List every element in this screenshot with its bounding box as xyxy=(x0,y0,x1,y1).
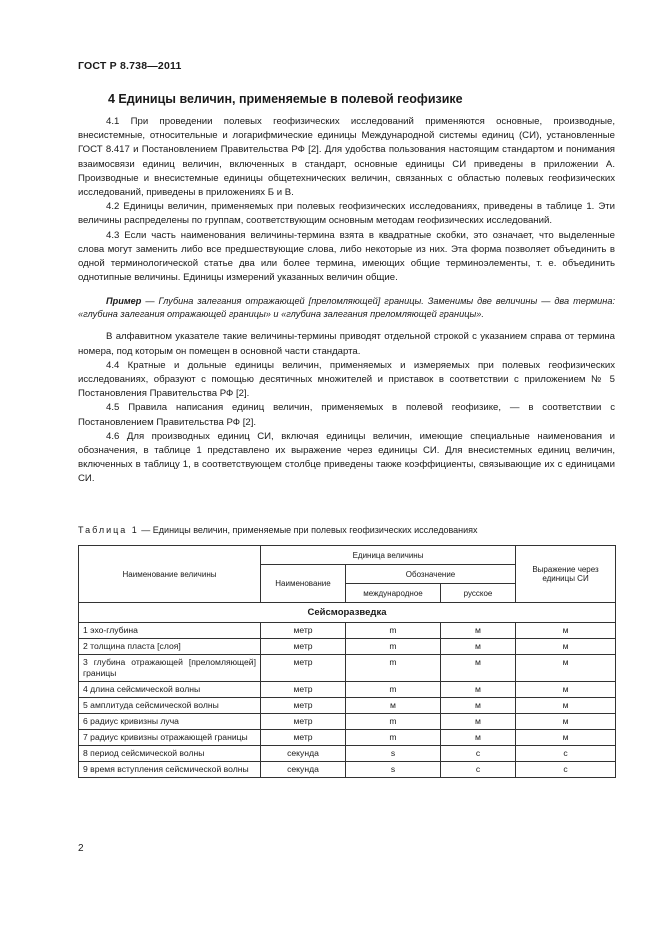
header-quantity: Наименование величины xyxy=(79,546,261,603)
header-si-expression: Выражение через единицы СИ xyxy=(516,546,616,603)
section-title: 4 Единицы величин, применяемые в полевой геофизике xyxy=(108,92,463,106)
header-designation: Обозначение xyxy=(346,565,516,584)
row-rus: м xyxy=(441,682,516,698)
row-unit: метр xyxy=(261,730,346,746)
row-name: 5 амплитуда сейсмической волны xyxy=(79,698,261,714)
units-table xyxy=(78,545,616,778)
row-si: м xyxy=(516,730,616,746)
header-unit: Единица величины xyxy=(261,546,516,565)
example-text: — Глубина залегания отражающей [преломляющей] границы. Заменимы две величины — два термина: «глубина залегания отражающей границы» и «глубина залегания преломляющей границы». xyxy=(78,296,615,319)
row-name: 2 толщина пласта [слоя] xyxy=(79,639,261,655)
row-rus: м xyxy=(441,639,516,655)
row-name: 7 радиус кривизны отражающей границы xyxy=(79,730,261,746)
row-rus: м xyxy=(441,714,516,730)
row-unit: метр xyxy=(261,655,346,682)
row-si: м xyxy=(516,698,616,714)
group-row: Сейсморазведка xyxy=(79,603,616,623)
table-caption-text: — Единицы величин, применяемые при полевых геофизических исследованиях xyxy=(138,525,478,535)
paragraph-4-1: 4.1 При проведении полевых геофизических исследований применяются основные, производные, внесистемные, относительные и логарифмические единицы Международной системы единиц (СИ), установленные ГОСТ 8.417 и Постановлением Правительства РФ [2]. Для удобства пользования настоящим стандартом и понимания взаимосвязи единиц величин, включенных в стандарт, основные единицы СИ приведены в приложении А. Производные и внесистемные единицы общетехнических величин, связанных с областью полевых геофизических исследований, приведены в приложениях Б и В. xyxy=(78,116,615,199)
standard-code: ГОСТ Р 8.738—2011 xyxy=(78,60,182,72)
header-russian: русское xyxy=(441,584,516,603)
table-caption-label: Таблица 1 xyxy=(78,525,139,535)
table-row xyxy=(79,682,616,698)
header-unit-name: Наименование xyxy=(261,565,346,603)
row-name: 6 радиус кривизны луча xyxy=(79,714,261,730)
paragraph-4-4: 4.4 Кратные и дольные единицы величин, применяемых и измеряемых при полевых геофизических исследованиях, образуют с помощью десятичных множителей и приставок в соответствии с приложением № 5 Постановления Правительства РФ [2]. xyxy=(78,359,615,400)
table-row xyxy=(79,746,616,762)
row-intl: m xyxy=(346,682,441,698)
example-note xyxy=(78,295,615,320)
row-si: м xyxy=(516,714,616,730)
table-row xyxy=(79,730,616,746)
row-rus: с xyxy=(441,762,516,778)
row-intl: m xyxy=(346,639,441,655)
table-row xyxy=(79,623,616,639)
row-name: 4 длина сейсмической волны xyxy=(79,682,261,698)
paragraph-4-3: 4.3 Если часть наименования величины-термина взята в квадратные скобки, это означает, что выделенные слова могут заменить либо все предшествующие слова, либо некоторые из них. Эта форма позволяет объединить в одной терминологической статье два или более термина, имеющих общие терминоэлементы, т. е. объединить однотипные величины. Единицы измерений указанных величин общие. xyxy=(78,229,615,284)
body-text xyxy=(78,115,615,487)
table-caption xyxy=(78,525,478,535)
row-si: м xyxy=(516,655,616,682)
paragraph-4-3-cont: В алфавитном указателе такие величины-термины приводят отдельной строкой с указанием справа от термина номера, под которым он помещен в основной части стандарта. xyxy=(78,331,615,357)
row-si: м xyxy=(516,639,616,655)
row-rus: м xyxy=(441,730,516,746)
row-intl: m xyxy=(346,714,441,730)
row-unit: метр xyxy=(261,639,346,655)
row-name: 1 эхо-глубина xyxy=(79,623,261,639)
paragraph-4-2: 4.2 Единицы величин, применяемых при полевых геофизических исследованиях, приведены в таблице 1. Эти величины распределены по группам, соответствующим основным методам геофизических исследований. xyxy=(78,201,615,227)
row-si: с xyxy=(516,762,616,778)
page-number: 2 xyxy=(78,843,84,854)
table-row xyxy=(79,714,616,730)
row-name: 3 глубина отражающей [преломляющей] границы xyxy=(79,655,261,682)
row-unit: метр xyxy=(261,698,346,714)
table-row xyxy=(79,639,616,655)
row-unit: секунда xyxy=(261,746,346,762)
row-intl: m xyxy=(346,655,441,682)
row-intl: m xyxy=(346,730,441,746)
table-row xyxy=(79,655,616,682)
paragraph-4-5: 4.5 Правила написания единиц величин, применяемых в полевой геофизике, — в соответствии с Постановлением Правительства РФ [2]. xyxy=(78,402,615,428)
row-rus: м xyxy=(441,655,516,682)
example-label: Пример xyxy=(106,296,142,307)
row-unit: секунда xyxy=(261,762,346,778)
row-rus: м xyxy=(441,698,516,714)
row-intl: м xyxy=(346,698,441,714)
row-si: м xyxy=(516,682,616,698)
row-intl: s xyxy=(346,762,441,778)
row-unit: метр xyxy=(261,714,346,730)
row-rus: с xyxy=(441,746,516,762)
row-unit: метр xyxy=(261,682,346,698)
paragraph-4-6: 4.6 Для производных единиц СИ, включая единицы величин, имеющие специальные наименования и обозначения, в таблице 1 представлено их выражение через единицы СИ. Для внесистемных единиц величин, включенных в таблицу 1, в соответствующем столбце приведены также коэффициенты, связывающие их с единицами СИ. xyxy=(78,430,615,485)
table-row xyxy=(79,762,616,778)
row-name: 9 время вступления сейсмической волны xyxy=(79,762,261,778)
row-si: с xyxy=(516,746,616,762)
row-unit: метр xyxy=(261,623,346,639)
header-international: международное xyxy=(346,584,441,603)
row-si: м xyxy=(516,623,616,639)
row-intl: m xyxy=(346,623,441,639)
row-rus: м xyxy=(441,623,516,639)
table-row xyxy=(79,698,616,714)
row-intl: s xyxy=(346,746,441,762)
row-name: 8 период сейсмической волны xyxy=(79,746,261,762)
